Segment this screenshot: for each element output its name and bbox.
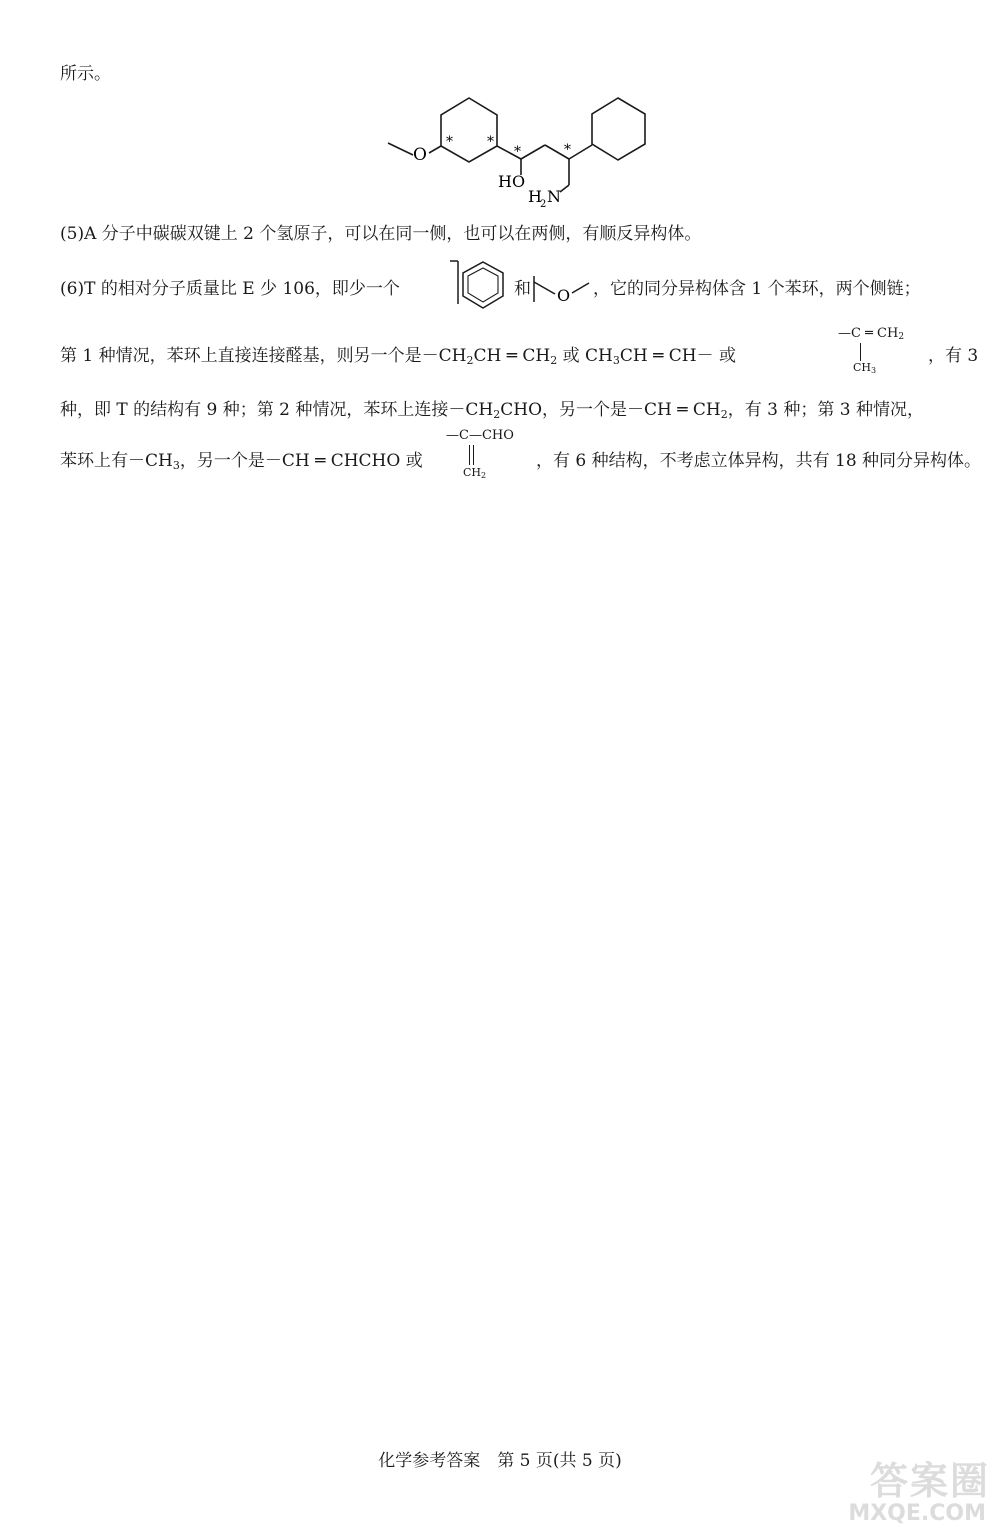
intro-text: 所示。: [60, 64, 111, 84]
answer-6-part2: ，它的同分异构体含 1 个苯环，两个侧链；: [593, 279, 921, 299]
watermark-logo: [818, 1450, 994, 1526]
methoxy-o-label: O: [413, 145, 427, 165]
ether-fragment-structure: [531, 272, 593, 312]
chiral-star-1: *: [446, 134, 453, 150]
answer-6-line3: 第 1 种情况，苯环上直接连接醛基，则另一个是$-CH_2CH$ ═ $CH_2$ 或 $CH_3CH$ ═ CH－ 或: [60, 346, 736, 367]
answer-6-line5: 苯环上有$-CH_3$，另一个是－CH ═ CHCHO 或: [60, 451, 423, 472]
chiral-star-3: *: [514, 144, 521, 160]
amine-h-label: H: [528, 187, 542, 206]
page-footer: 化学参考答案 第 5 页(共 5 页): [378, 1451, 622, 1471]
chiral-star-2: *: [487, 134, 494, 150]
hydroxyl-label: HO: [498, 172, 526, 191]
answer-6-line5-end: ，有 6 种结构，不考虑立体异构，共有 18 种同分异构体。: [536, 451, 982, 471]
watermark-top-text: 答案圈: [869, 1458, 990, 1503]
amine-n-label: N: [547, 187, 561, 206]
branch-propenal-structure: —C—CHO CH2: [446, 428, 514, 480]
answer-6-line4: 种，即 T 的结构有 9 种；第 2 种情况，苯环上连接$-CH_2CHO$，另一个是－CH ═ $CH_2$，有 3 种；第 3 种情况，: [60, 400, 924, 421]
ether-o-label: O: [557, 286, 571, 305]
benzyl-fragment-structure: [450, 254, 512, 324]
answer-6-part1: (6)T 的相对分子质量比 E 少 106，即少一个: [60, 279, 400, 299]
answer-5: (5)A 分子中碳碳双键上 2 个氢原子，可以在同一侧，也可以在两侧，有顺反异构体。: [60, 224, 702, 244]
branch-propenyl-structure: —C ═ CH2 CH3: [838, 326, 905, 375]
chiral-star-4: *: [564, 142, 571, 158]
answer-6-and: 和: [514, 279, 531, 299]
watermark-bottom-text: MXQE.COM: [848, 1501, 986, 1526]
answer-6-line3-end: ，有 3: [928, 346, 979, 366]
amine-sub-label: 2: [540, 199, 547, 210]
